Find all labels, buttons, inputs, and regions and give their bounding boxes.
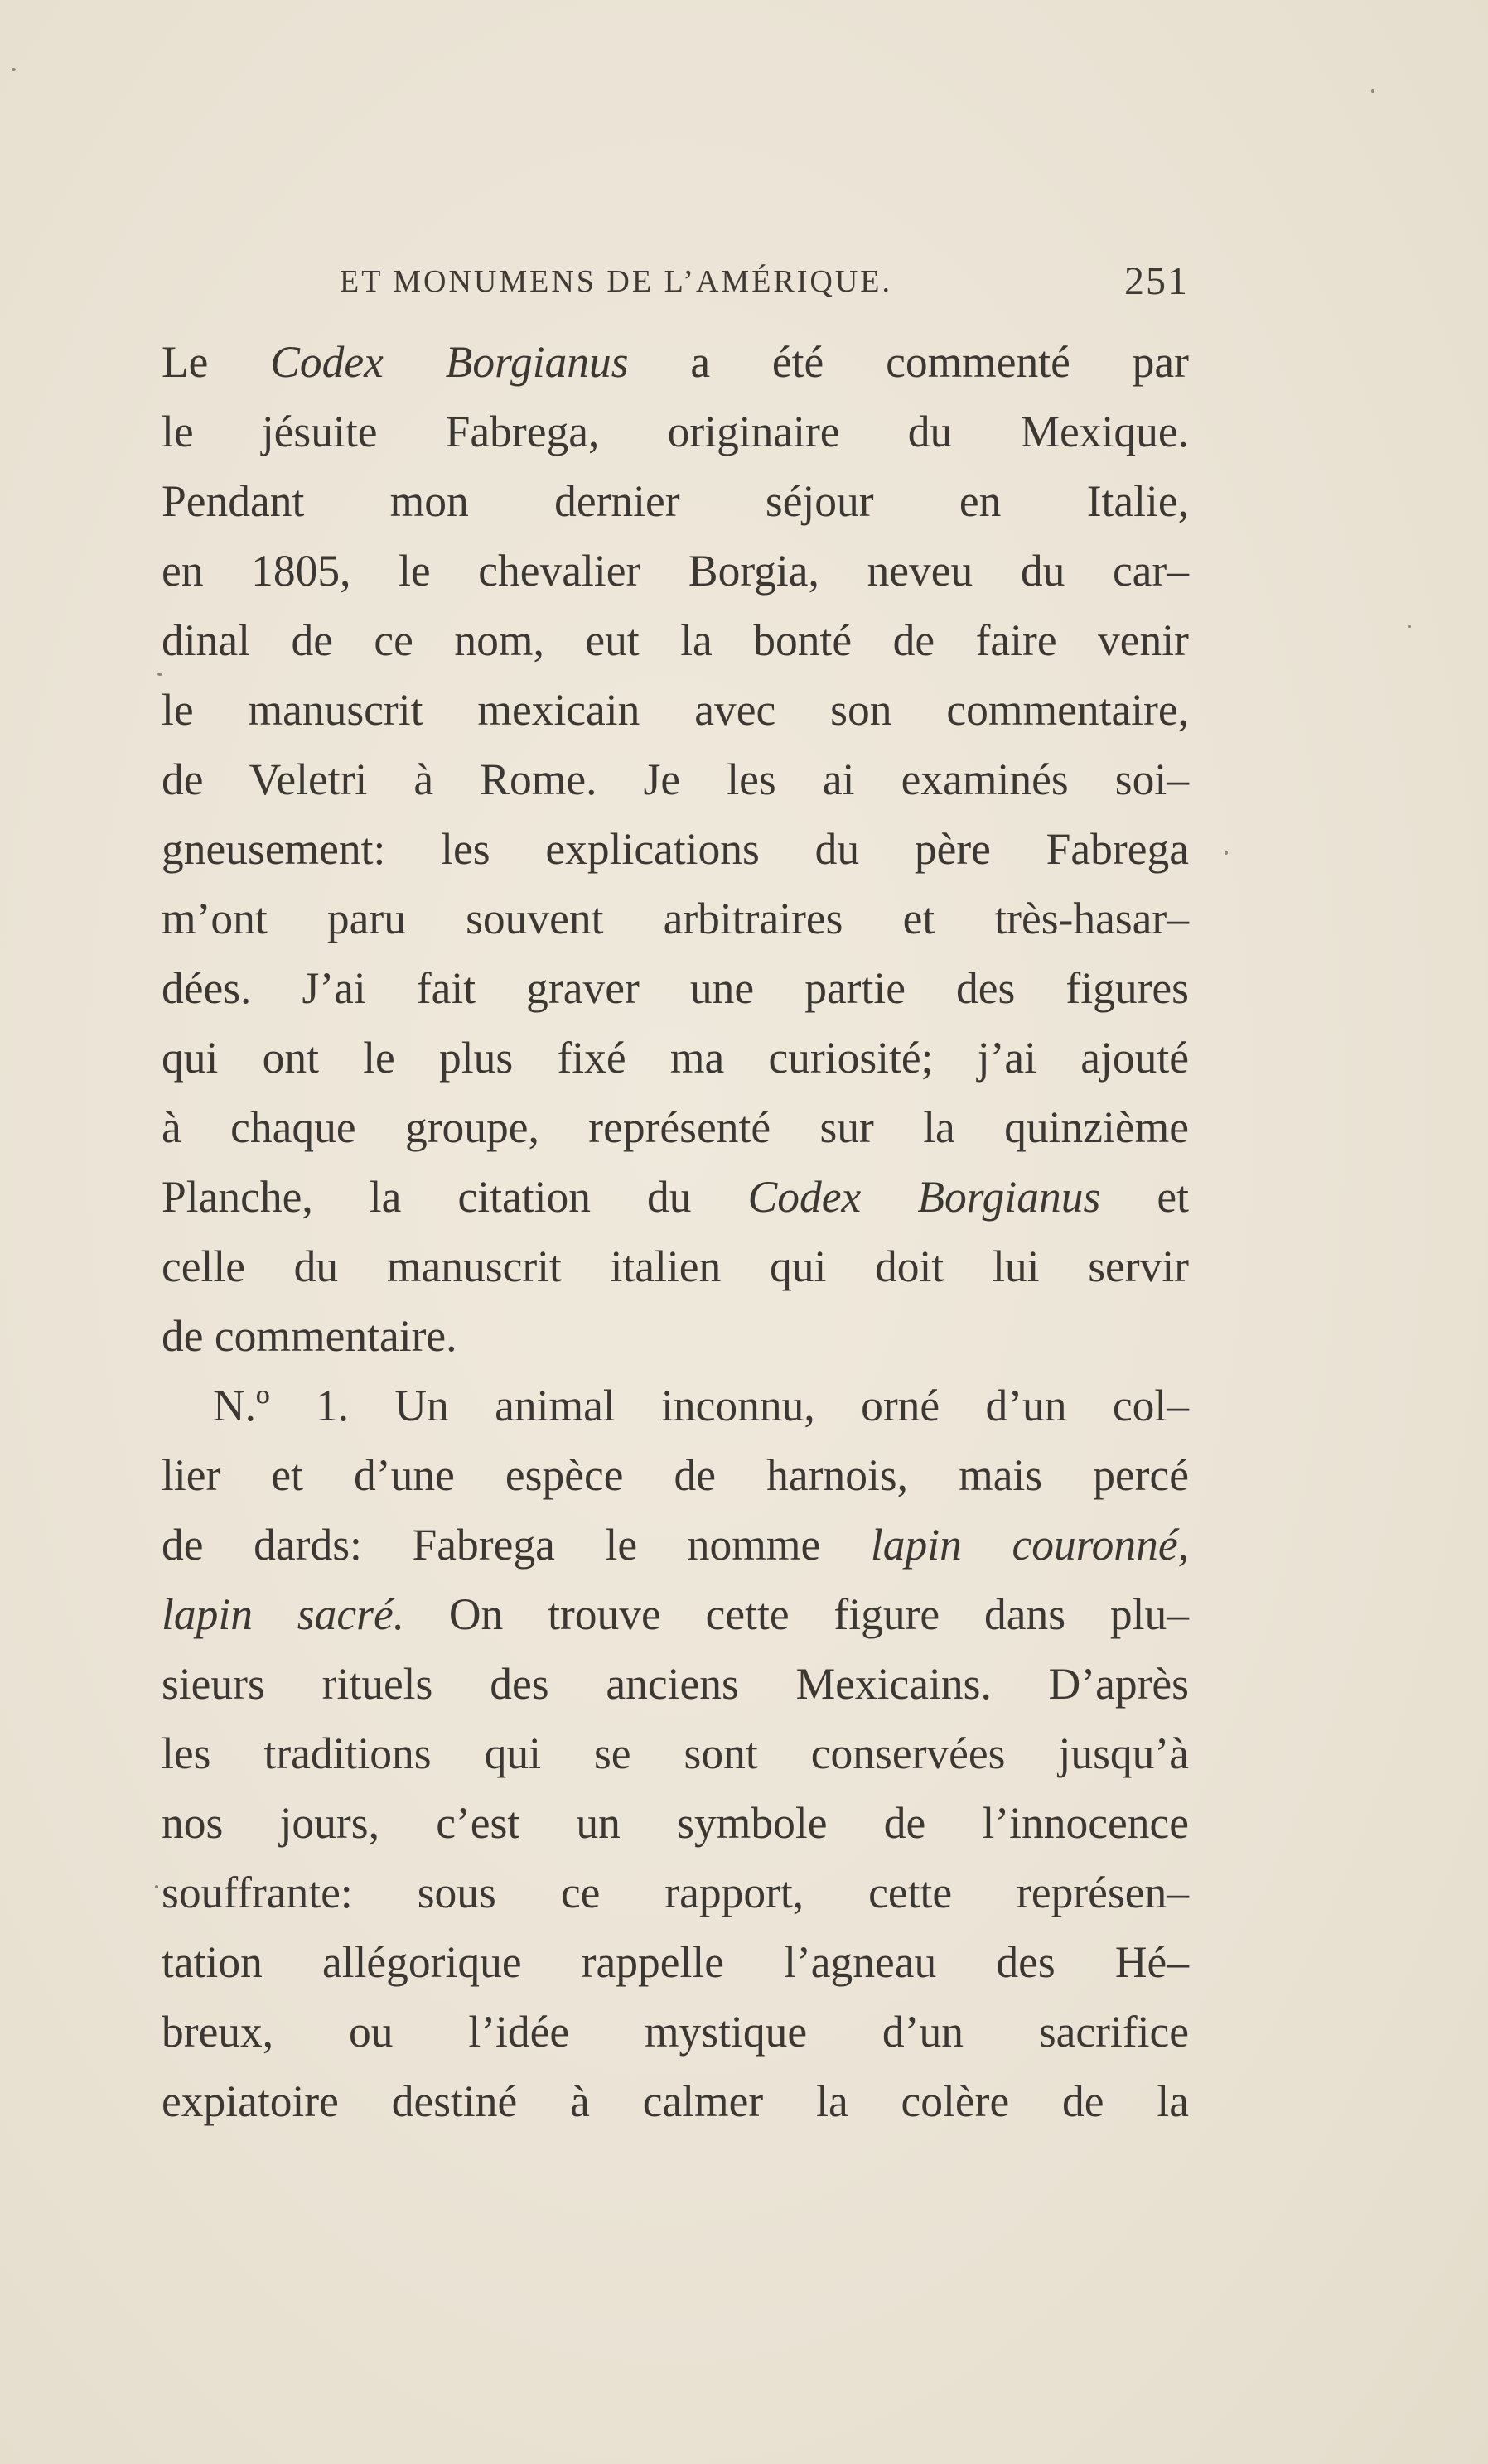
- text-segment: sieurs rituels des anciens Mexicains. D’après: [162, 1659, 1189, 1709]
- text-line: [162, 2066, 1189, 2136]
- text-segment: les traditions qui se sont conservées jusqu’à: [162, 1729, 1189, 1778]
- text-segment: m’ont paru souvent arbitraires et très-hasar–: [162, 894, 1189, 943]
- paragraph: [162, 327, 1189, 1371]
- paper-speck: [12, 68, 16, 71]
- text-segment: expiatoire destiné à calmer la colère de la: [162, 2076, 1189, 2126]
- text-segment: en 1805, le chevalier Borgia, neveu du car–: [162, 546, 1189, 596]
- text-segment: tation allégorique rappelle l’agneau des Hé–: [162, 1937, 1189, 1987]
- text-line: [162, 1092, 1189, 1162]
- text-segment: celle du manuscrit italien qui doit lui servir: [162, 1242, 1189, 1291]
- text-line: [162, 953, 1189, 1023]
- text-segment: de Veletri à Rome. Je les ai examinés soi–: [162, 755, 1189, 804]
- text-segment: dées. J’ai fait graver une partie des figures: [162, 963, 1189, 1013]
- text-segment: de commentaire.: [162, 1311, 457, 1361]
- text-line: [162, 1997, 1189, 2066]
- paper-speck: [1371, 89, 1374, 93]
- text-line: [162, 1649, 1189, 1719]
- text-line: [162, 884, 1189, 953]
- body-text: [162, 327, 1189, 2136]
- italic-text: Codex Borgianus: [747, 1172, 1101, 1222]
- text-line: [162, 675, 1189, 745]
- italic-text: lapin couronné,: [870, 1520, 1189, 1570]
- text-segment: Pendant mon dernier séjour en Italie,: [162, 476, 1189, 526]
- italic-text: Codex Borgianus: [270, 337, 629, 387]
- page-number: 251: [1124, 259, 1189, 303]
- text-segment: et: [1100, 1172, 1189, 1222]
- text-line: [162, 1719, 1189, 1788]
- text-line: [162, 1162, 1189, 1232]
- text-segment: de dards: Fabrega le nomme: [162, 1520, 871, 1570]
- paragraph: [162, 1371, 1189, 2136]
- running-header: [162, 259, 1189, 313]
- text-segment: dinal de ce nom, eut la bonté de faire venir: [162, 615, 1189, 665]
- text-line: [162, 814, 1189, 884]
- text-line: [162, 1440, 1189, 1510]
- italic-text: lapin sacré.: [162, 1589, 405, 1639]
- text-segment: gneusement: les explications du père Fabrega: [162, 824, 1189, 874]
- text-line: [162, 1371, 1189, 1440]
- text-line: [162, 1858, 1189, 1927]
- text-segment: Planche, la citation du: [162, 1172, 748, 1222]
- text-line: [162, 1927, 1189, 1997]
- running-title: ET MONUMENS DE L’AMÉRIQUE.: [340, 264, 892, 299]
- text-segment: le jésuite Fabrega, originaire du Mexique.: [162, 407, 1189, 456]
- text-segment: breux, ou l’idée mystique d’un sacrifice: [162, 2007, 1189, 2057]
- text-line: [162, 1579, 1189, 1649]
- paper-speck: [1408, 625, 1411, 628]
- text-segment: On trouve cette figure dans plu–: [404, 1589, 1189, 1639]
- paper-speck: [1225, 851, 1228, 855]
- text-line: [162, 605, 1189, 675]
- text-segment: à chaque groupe, représenté sur la quinzième: [162, 1102, 1189, 1152]
- text-segment: Le: [162, 337, 271, 387]
- paper-speck: [155, 1885, 158, 1888]
- text-line: [162, 1788, 1189, 1858]
- text-segment: qui ont le plus fixé ma curiosité; j’ai ajouté: [162, 1033, 1189, 1083]
- text-line: [162, 1301, 1189, 1371]
- text-segment: souffrante: sous ce rapport, cette représen–: [162, 1868, 1189, 1917]
- text-line: [162, 1023, 1189, 1092]
- text-line: [162, 1232, 1189, 1301]
- text-segment: le manuscrit mexicain avec son commentaire,: [162, 685, 1189, 735]
- text-segment: N.º 1. Un animal inconnu, orné d’un col–: [213, 1381, 1189, 1430]
- text-line: [162, 1510, 1189, 1579]
- text-segment: lier et d’une espèce de harnois, mais percé: [162, 1450, 1189, 1500]
- text-line: [162, 466, 1189, 536]
- text-line: [162, 536, 1189, 605]
- text-line: [162, 745, 1189, 814]
- text-segment: a été commenté par: [628, 337, 1189, 387]
- text-line: [162, 327, 1189, 397]
- text-line: [162, 397, 1189, 466]
- text-segment: nos jours, c’est un symbole de l’innocence: [162, 1798, 1189, 1848]
